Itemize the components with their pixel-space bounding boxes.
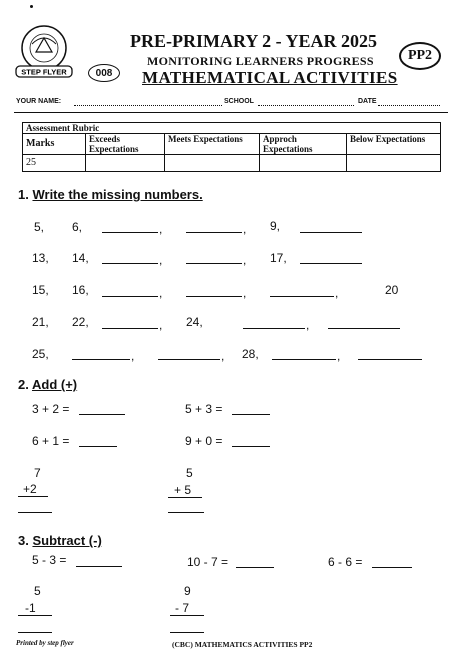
q1-row2-given-1: 13, (32, 251, 49, 265)
assessment-rubric-table (22, 122, 441, 172)
rubric-approaching-cell[interactable] (260, 155, 347, 172)
q1-row1-given-3: 9, (270, 219, 281, 233)
q1-row5-given-2: 28, (242, 347, 259, 361)
q3-item-1: 5 - 3 = (32, 553, 67, 567)
q3-vertical-2-answer[interactable] (170, 632, 204, 633)
q2-vertical-1-bottom: +2 (23, 482, 37, 496)
name-label: YOUR NAME: (16, 98, 62, 105)
q1-row4-given-3: 24, (186, 315, 203, 329)
q3-vertical-2-line (170, 615, 204, 616)
q3-heading (18, 533, 102, 548)
q1-row4-given-1: 21, (32, 315, 49, 329)
grade-badge: PP2 (399, 42, 441, 70)
q2-item-2-answer[interactable] (232, 414, 270, 415)
q2-vertical-1-line (18, 496, 48, 497)
rubric-header-exceeds: Exceeds Expectations (86, 134, 165, 155)
rubric-exceeds-cell[interactable] (86, 155, 165, 172)
page-subtitle: MONITORING LEARNERS PROGRESS (147, 54, 374, 68)
q3-vertical-2-top: 9 (184, 584, 191, 598)
footer-subject: (CBC) MATHEMATICS ACTIVITIES PP2 (172, 640, 313, 649)
school-label: SCHOOL (224, 98, 254, 105)
q2-item-3: 6 + 1 = (32, 434, 70, 448)
rubric-below-cell[interactable] (347, 155, 441, 172)
comma: , (159, 286, 163, 300)
q2-title: Add (+) (31, 377, 78, 392)
comma: , (335, 286, 339, 300)
comma: , (221, 349, 225, 363)
date-field[interactable] (378, 105, 440, 106)
q1-row3-given-2: 16, (72, 283, 89, 297)
q1-row4-blank-3[interactable] (328, 328, 400, 329)
q2-vertical-1-answer[interactable] (18, 512, 52, 513)
page-title: PRE-PRIMARY 2 - YEAR 2025 (130, 31, 378, 51)
q1-row5-given-1: 25, (32, 347, 49, 361)
date-label: DATE (358, 98, 377, 105)
q3-vertical-1-answer[interactable] (18, 632, 52, 633)
q3-vertical-2-bottom: - 7 (175, 601, 190, 615)
q1-row2-given-3: 17, (270, 251, 287, 265)
q3-title: Subtract (-) (32, 533, 102, 548)
comma: , (131, 349, 135, 363)
header-divider (14, 112, 448, 113)
q3-item-2-answer[interactable] (236, 567, 274, 568)
q2-vertical-1-top: 7 (34, 466, 41, 480)
step-flyer-logo (14, 22, 74, 80)
rubric-title: Assessment Rubric (23, 123, 441, 134)
rubric-header-approaching: Approch Expectations (260, 134, 347, 155)
speck (30, 5, 33, 8)
q2-vertical-2-top: 5 (186, 466, 193, 480)
q2-vertical-2-bottom: + 5 (174, 483, 192, 497)
name-field[interactable] (74, 105, 222, 106)
q2-heading (18, 377, 77, 392)
q1-row5-blank-2[interactable] (158, 359, 220, 360)
q1-row3-blank-2[interactable] (186, 296, 242, 297)
q1-row1-blank-3[interactable] (300, 232, 362, 233)
q2-item-1-answer[interactable] (79, 414, 125, 415)
q3-item-1-answer[interactable] (76, 566, 122, 567)
q1-row2-blank-1[interactable] (102, 263, 158, 264)
q1-row4-given-2: 22, (72, 315, 89, 329)
rubric-marks-value: 25 (23, 155, 86, 172)
comma: , (159, 253, 163, 267)
q3-vertical-1-bottom: -1 (25, 601, 36, 615)
logo-text: STEP FLYER (21, 67, 67, 77)
q1-row1-blank-2[interactable] (186, 232, 242, 233)
q1-row4-blank-1[interactable] (102, 328, 158, 329)
comma: , (306, 318, 310, 332)
q1-row2-given-2: 14, (72, 251, 89, 265)
q3-item-3-answer[interactable] (372, 567, 412, 568)
paper-number-badge: 008 (88, 64, 120, 82)
q2-number: 2. (18, 377, 29, 392)
rubric-header-meets: Meets Expectations (165, 134, 260, 155)
q1-heading (18, 187, 203, 202)
q1-row3-blank-3[interactable] (270, 296, 334, 297)
q2-vertical-2-answer[interactable] (168, 512, 204, 513)
comma: , (337, 349, 341, 363)
q1-row5-blank-1[interactable] (72, 359, 130, 360)
rubric-header-below: Below Expectations (347, 134, 441, 155)
comma: , (159, 222, 163, 236)
q1-row4-blank-2[interactable] (243, 328, 305, 329)
q1-row2-blank-3[interactable] (300, 263, 362, 264)
q1-number: 1. (18, 187, 29, 202)
q1-row3-blank-1[interactable] (102, 296, 158, 297)
comma: , (159, 318, 163, 332)
rubric-header-marks: Marks (23, 134, 86, 155)
q1-row5-blank-4[interactable] (358, 359, 422, 360)
school-field[interactable] (258, 105, 354, 106)
q3-item-2: 10 - 7 = (187, 555, 229, 569)
rubric-meets-cell[interactable] (165, 155, 260, 172)
comma: , (243, 253, 247, 267)
q3-vertical-1-top: 5 (34, 584, 41, 598)
q2-vertical-2-line (168, 497, 202, 498)
q3-item-3: 6 - 6 = (328, 555, 363, 569)
q1-row3-given-3: 20 (385, 283, 399, 297)
q2-item-1: 3 + 2 = (32, 402, 70, 416)
q1-row1-given-2: 6, (72, 220, 83, 234)
q3-number: 3. (18, 533, 29, 548)
q1-row3-given-1: 15, (32, 283, 49, 297)
comma: , (243, 222, 247, 236)
q2-item-4: 9 + 0 = (185, 434, 223, 448)
comma: , (243, 286, 247, 300)
q2-item-2: 5 + 3 = (185, 402, 223, 416)
subject-title: MATHEMATICAL ACTIVITIES (142, 68, 398, 87)
footer-printed-by: Printed by step flyer (16, 639, 74, 647)
q1-row1-blank-1[interactable] (102, 232, 158, 233)
q1-row1-given-1: 5, (34, 220, 45, 234)
q3-vertical-1-line (18, 615, 52, 616)
q1-row2-blank-2[interactable] (186, 263, 242, 264)
q2-item-4-answer[interactable] (232, 446, 270, 447)
q2-item-3-answer[interactable] (79, 446, 117, 447)
q1-row5-blank-3[interactable] (272, 359, 336, 360)
q1-title: Write the missing numbers. (32, 187, 203, 202)
